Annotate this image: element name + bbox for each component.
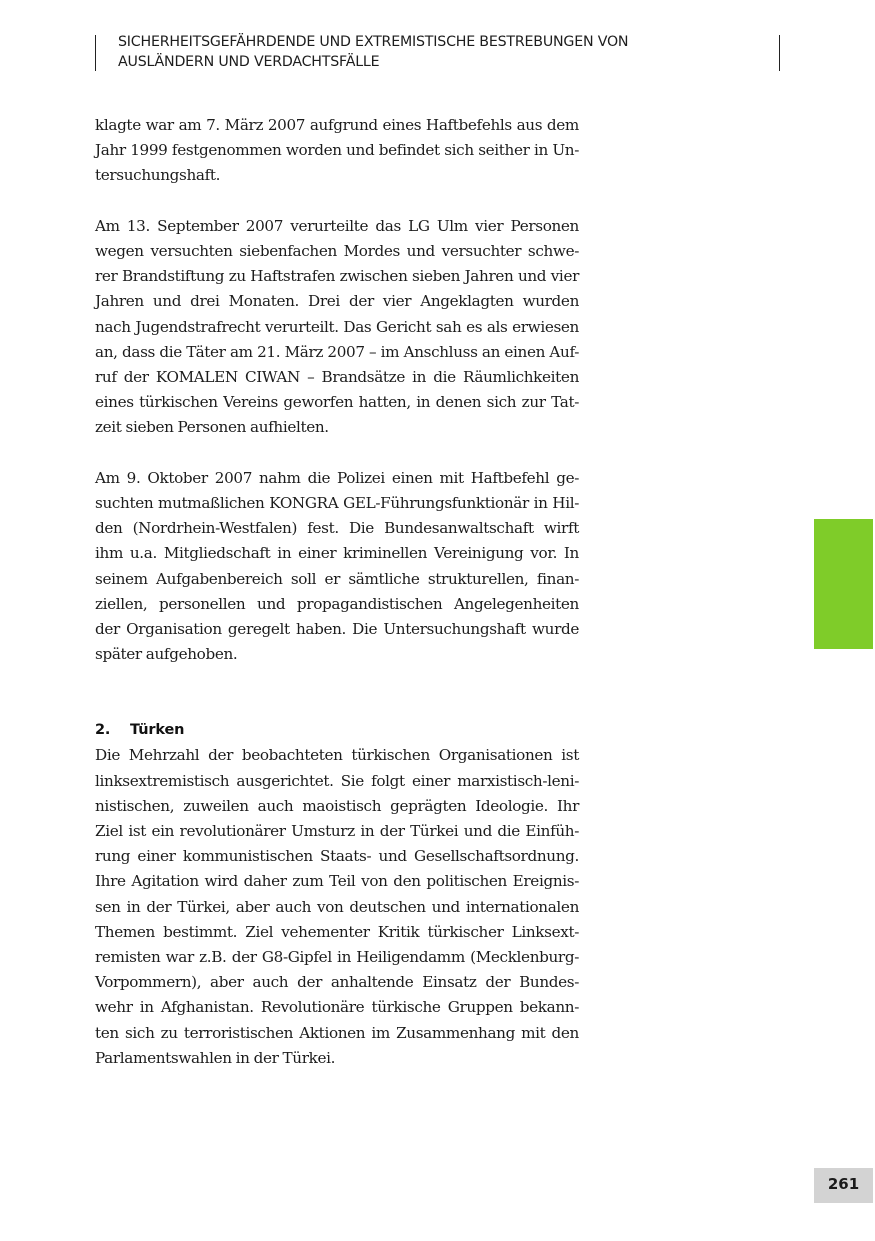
section-title: Türken — [130, 722, 185, 739]
paragraph-spacer — [95, 189, 579, 214]
paragraph-3 — [95, 466, 579, 668]
text-line: an, dass die Täter am 21. März 2007 – im Anschluss an einen Auf- — [95, 342, 579, 361]
text-line: rer Brandstiftung zu Haftstrafen zwischen sieben Jahren und vier — [95, 267, 579, 286]
text-line: nistischen, zuweilen auch maoistisch geprägten Ideologie. Ihr — [95, 796, 579, 815]
text-line: Am 9. Oktober 2007 nahm die Polizei einen mit Haftbefehl ge- — [95, 468, 579, 487]
text-line: linksextremistisch ausgerichtet. Sie folgt einer marxistisch-leni- — [95, 771, 579, 790]
text-line: Themen bestimmt. Ziel vehementer Kritik türkischer Linksext- — [95, 922, 579, 941]
text-line: wehr in Afghanistan. Revolutionäre türkische Gruppen bekann- — [95, 998, 579, 1017]
text-line: suchten mutmaßlichen KONGRA GEL-Führungsfunktionär in Hil- — [95, 494, 579, 513]
header-title — [118, 32, 628, 72]
header-title-line-2: AUSLÄNDERN UND VERDACHTSFÄLLE — [118, 54, 380, 70]
text-line: Jahren und drei Monaten. Drei der vier Angeklagten wurden — [95, 292, 579, 311]
text-line: der Organisation geregelt haben. Die Untersuchungshaft wurde — [95, 620, 579, 639]
text-line: Am 13. September 2007 verurteilte das LG Ulm vier Personen — [95, 216, 579, 235]
text-line: eines türkischen Vereins geworfen hatten, in denen sich zur Tat- — [95, 393, 579, 412]
text-line: ziellen, personellen und propagandistischen Angelegenheiten — [95, 594, 579, 613]
text-line: Ziel ist ein revolutionärer Umsturz in der Türkei und die Einfüh- — [95, 822, 579, 841]
text-line: sen in der Türkei, aber auch von deutschen und internationalen — [95, 897, 579, 916]
text-line: seinem Aufgabenbereich soll er sämtliche strukturellen, finan- — [95, 569, 579, 588]
header-title-line-1: SICHERHEITSGEFÄHRDENDE UND EXTREMISTISCHE BESTREBUNGEN VON — [118, 34, 629, 50]
text-line: rung einer kommunistischen Staats- und Gesellschaftsordnung. — [95, 847, 579, 866]
main-text-column — [95, 113, 579, 1071]
text-line: ten sich zu terroristischen Aktionen im Zusammenhang mit den — [95, 1023, 579, 1042]
text-line: Ihre Agitation wird daher zum Teil von den politischen Ereignis- — [95, 872, 579, 891]
section-heading — [95, 718, 579, 743]
text-line: den (Nordrhein-Westfalen) fest. Die Bundesanwaltschaft wirft — [95, 519, 579, 538]
section-number: 2. — [95, 722, 111, 739]
paragraph-spacer — [95, 441, 579, 466]
text-line: ihm u.a. Mitgliedschaft in einer kriminellen Vereinigung vor. In — [95, 544, 579, 563]
text-line: später aufgehoben. — [95, 645, 238, 664]
text-line: remisten war z.B. der G8-Gipfel in Heiligendamm (Mecklenburg- — [95, 948, 579, 967]
section-spacer — [95, 667, 579, 718]
text-line: Die Mehrzahl der beobachteten türkischen Organisationen ist — [95, 746, 579, 765]
text-line: Vorpommern), aber auch der anhaltende Einsatz der Bundes- — [95, 973, 579, 992]
page-number: 261 — [814, 1168, 873, 1203]
text-line: Parlamentswahlen in der Türkei. — [95, 1048, 336, 1067]
text-line: Jahr 1999 festgenommen worden und befindet sich seither in Un- — [95, 141, 579, 160]
paragraph-2 — [95, 214, 579, 441]
text-line: tersuchungshaft. — [95, 166, 221, 185]
section-paragraph — [95, 743, 579, 1071]
paragraph-1 — [95, 113, 579, 189]
text-line: zeit sieben Personen aufhielten. — [95, 418, 329, 437]
running-header — [95, 35, 780, 71]
chapter-marker-tab — [814, 519, 873, 649]
text-line: nach Jugendstrafrecht verurteilt. Das Gericht sah es als erwiesen — [95, 317, 579, 336]
text-line: ruf der KOMALEN CIWAN – Brandsätze in die Räumlichkeiten — [95, 368, 579, 387]
text-line: wegen versuchten siebenfachen Mordes und versuchter schwe- — [95, 242, 579, 260]
text-line: klagte war am 7. März 2007 aufgrund eines Haftbefehls aus dem — [95, 116, 579, 134]
